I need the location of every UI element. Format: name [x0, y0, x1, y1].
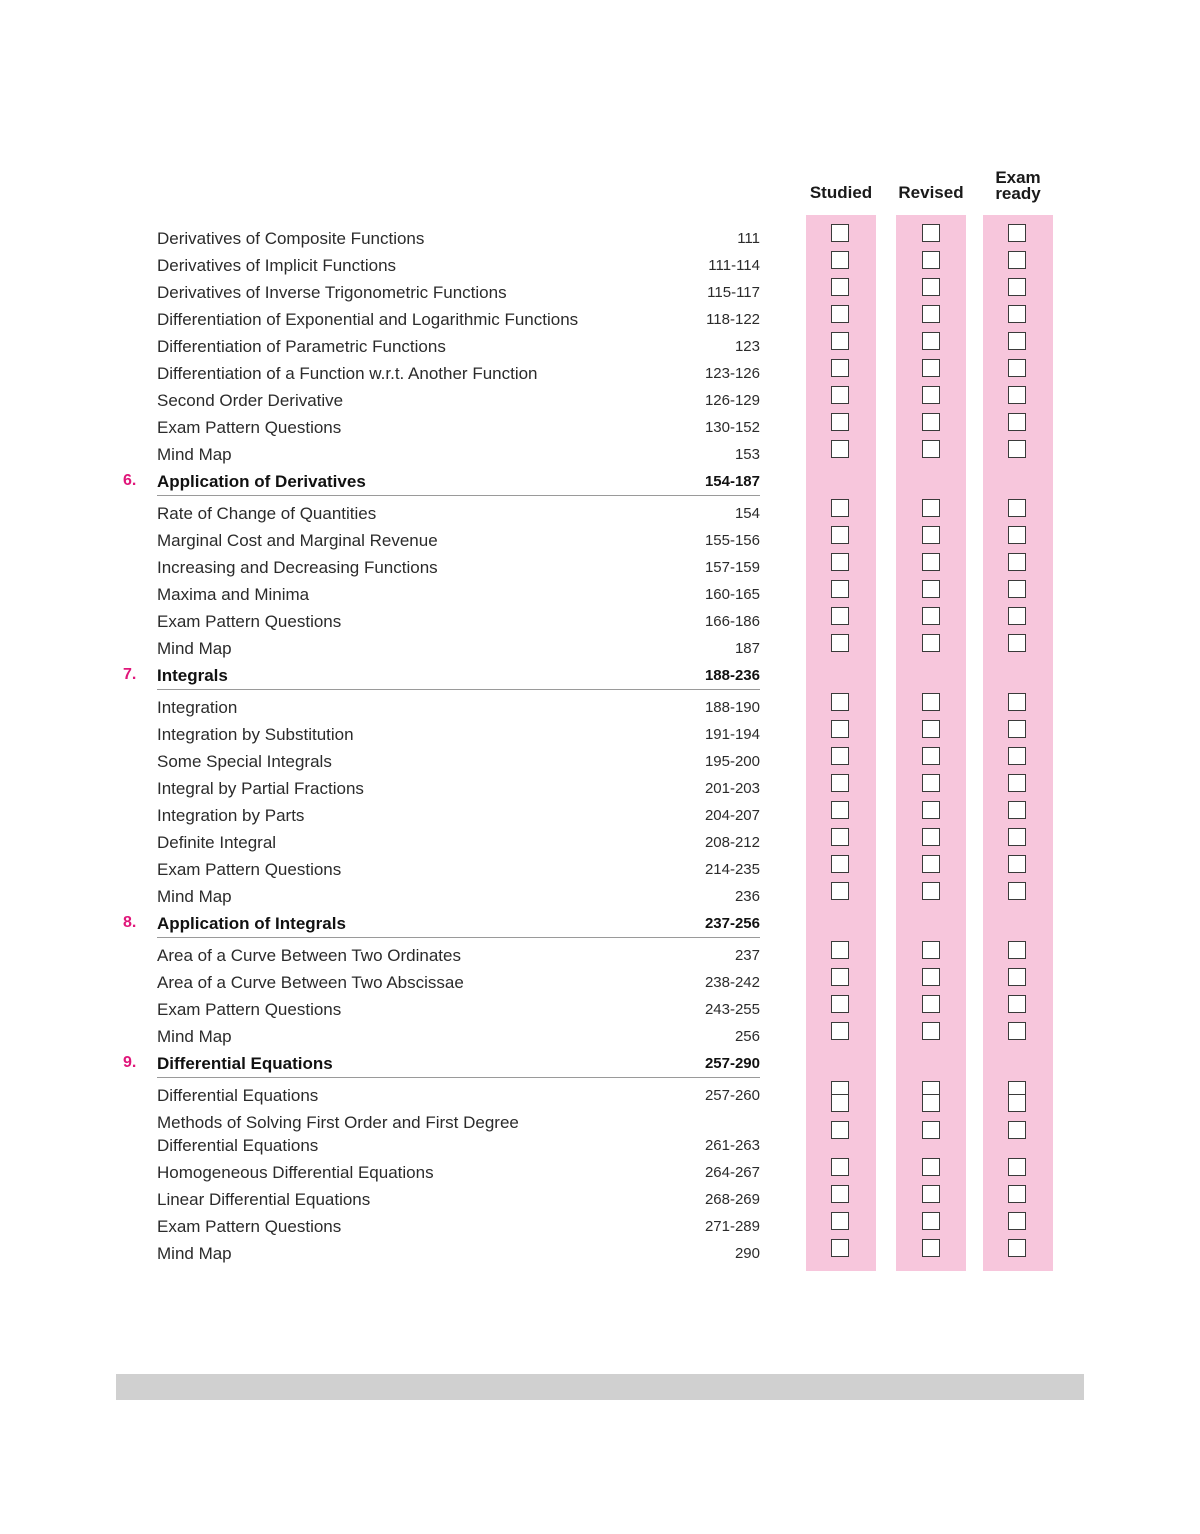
revised-checkbox[interactable] [922, 278, 940, 296]
exam-ready-checkbox[interactable] [1008, 305, 1026, 323]
column-header-revised: Revised [898, 183, 964, 202]
studied-checkbox[interactable] [831, 278, 849, 296]
studied-checkbox[interactable] [831, 359, 849, 377]
exam-ready-checkbox[interactable] [1008, 747, 1026, 765]
studied-checkbox[interactable] [831, 499, 849, 517]
studied-checkbox[interactable] [831, 1121, 849, 1139]
exam-ready-checkbox[interactable] [1008, 828, 1026, 846]
exam-ready-checkbox[interactable] [1008, 995, 1026, 1013]
revised-checkbox[interactable] [922, 224, 940, 242]
topic-pages: 130-152 [704, 419, 760, 436]
topic-pages: 256 [734, 1028, 760, 1045]
topic-title: Area of a Curve Between Two Abscissae [157, 973, 464, 992]
column-header-exam-ready-line1: Exam [995, 168, 1041, 187]
revised-checkbox[interactable] [922, 305, 940, 323]
topic-title: Integration by Substitution [157, 725, 354, 744]
topic-pages: 261-263 [704, 1137, 760, 1154]
revised-checkbox[interactable] [922, 553, 940, 571]
topic-pages: 243-255 [704, 1001, 760, 1018]
topic-title: Methods of Solving First Order and First Degree [157, 1113, 519, 1132]
revised-checkbox[interactable] [922, 607, 940, 625]
exam-ready-checkbox[interactable] [1008, 386, 1026, 404]
topic-title: Integral by Partial Fractions [157, 779, 364, 798]
chapter-title: Application of Derivatives [157, 472, 366, 491]
topic-title: Marginal Cost and Marginal Revenue [157, 531, 438, 550]
revised-checkbox[interactable] [922, 1239, 940, 1257]
revised-checkbox[interactable] [922, 882, 940, 900]
revised-checkbox[interactable] [922, 634, 940, 652]
revised-checkbox[interactable] [922, 359, 940, 377]
revised-checkbox[interactable] [922, 720, 940, 738]
studied-checkbox[interactable] [831, 855, 849, 873]
exam-ready-checkbox[interactable] [1008, 968, 1026, 986]
topic-pages: 208-212 [704, 834, 760, 851]
studied-checkbox[interactable] [831, 828, 849, 846]
exam-ready-checkbox[interactable] [1008, 526, 1026, 544]
topic-title: Integration [157, 698, 238, 717]
topic-title: Exam Pattern Questions [157, 418, 342, 437]
revised-checkbox[interactable] [922, 526, 940, 544]
topic-title: Exam Pattern Questions [157, 1000, 342, 1019]
studied-checkbox[interactable] [831, 747, 849, 765]
topic-pages: 123-126 [704, 365, 760, 382]
topic-title: Mind Map [157, 1244, 232, 1263]
exam-ready-checkbox[interactable] [1008, 1094, 1026, 1112]
studied-checkbox[interactable] [831, 634, 849, 652]
topic-pages: 236 [734, 888, 760, 905]
exam-ready-checkbox[interactable] [1008, 278, 1026, 296]
exam-ready-checkbox[interactable] [1008, 801, 1026, 819]
exam-ready-checkbox[interactable] [1008, 1212, 1026, 1230]
topic-pages: 155-156 [704, 532, 760, 549]
chapter-divider [157, 1077, 760, 1078]
topic-title: Differentiation of Exponential and Logarithmic Functions [157, 310, 579, 329]
exam-ready-checkbox[interactable] [1008, 440, 1026, 458]
exam-ready-checkbox[interactable] [1008, 693, 1026, 711]
topic-title: Mind Map [157, 639, 232, 658]
studied-checkbox[interactable] [831, 693, 849, 711]
revised-checkbox[interactable] [922, 251, 940, 269]
studied-checkbox[interactable] [831, 1239, 849, 1257]
exam-ready-checkbox[interactable] [1008, 413, 1026, 431]
studied-checkbox[interactable] [831, 720, 849, 738]
topic-title: Derivatives of Composite Functions [157, 229, 425, 248]
revised-checkbox[interactable] [922, 747, 940, 765]
topic-pages: 191-194 [704, 726, 760, 743]
studied-checkbox[interactable] [831, 386, 849, 404]
studied-checkbox[interactable] [831, 440, 849, 458]
revised-checkbox[interactable] [922, 499, 940, 517]
chapter-title: Application of Integrals [157, 914, 346, 933]
topic-pages: 126-129 [704, 392, 760, 409]
chapter-number: 7. [123, 666, 137, 683]
studied-checkbox[interactable] [831, 305, 849, 323]
exam-ready-checkbox[interactable] [1008, 1239, 1026, 1257]
studied-checkbox[interactable] [831, 553, 849, 571]
studied-checkbox[interactable] [831, 1212, 849, 1230]
column-header-exam-ready-line2: ready [995, 184, 1041, 203]
revised-checkbox[interactable] [922, 1121, 940, 1139]
chapter-divider [157, 689, 760, 690]
exam-ready-checkbox[interactable] [1008, 359, 1026, 377]
revised-checkbox[interactable] [922, 968, 940, 986]
topic-title: Derivatives of Implicit Functions [157, 256, 397, 275]
topic-pages: 195-200 [704, 753, 760, 770]
topic-pages: 157-159 [704, 559, 760, 576]
topic-title: Rate of Change of Quantities [157, 504, 377, 523]
chapter-pages: 237-256 [704, 915, 760, 932]
revised-checkbox[interactable] [922, 1212, 940, 1230]
exam-ready-checkbox[interactable] [1008, 882, 1026, 900]
topic-title: Differentiation of Parametric Functions [157, 337, 446, 356]
exam-ready-checkbox[interactable] [1008, 1121, 1026, 1139]
exam-ready-checkbox[interactable] [1008, 607, 1026, 625]
revised-checkbox[interactable] [922, 828, 940, 846]
revised-checkbox[interactable] [922, 855, 940, 873]
topic-pages: 214-235 [704, 861, 760, 878]
chapter-divider [157, 495, 760, 496]
topic-title: Exam Pattern Questions [157, 1217, 342, 1236]
exam-ready-checkbox[interactable] [1008, 1022, 1026, 1040]
revised-checkbox[interactable] [922, 774, 940, 792]
chapter-pages: 188-236 [704, 667, 760, 684]
topic-pages: 290 [734, 1245, 760, 1262]
topic-pages: 153 [734, 446, 760, 463]
revised-checkbox[interactable] [922, 440, 940, 458]
topic-pages: 268-269 [704, 1191, 760, 1208]
revised-checkbox[interactable] [922, 995, 940, 1013]
exam-ready-checkbox[interactable] [1008, 1185, 1026, 1203]
exam-ready-checkbox[interactable] [1008, 499, 1026, 517]
topic-pages: 111 [737, 230, 760, 247]
studied-checkbox[interactable] [831, 995, 849, 1013]
topic-pages: 111-114 [708, 257, 760, 274]
revised-checkbox[interactable] [922, 580, 940, 598]
revised-checkbox[interactable] [922, 941, 940, 959]
topic-title: Maxima and Minima [157, 585, 310, 604]
studied-checkbox[interactable] [831, 941, 849, 959]
topic-title: Mind Map [157, 887, 232, 906]
studied-checkbox[interactable] [831, 1158, 849, 1176]
topic-pages: 123 [734, 338, 760, 355]
studied-checkbox[interactable] [831, 1022, 849, 1040]
studied-checkbox[interactable] [831, 774, 849, 792]
topic-title: Exam Pattern Questions [157, 612, 342, 631]
topic-title: Second Order Derivative [157, 391, 344, 410]
chapter-pages: 257-290 [704, 1055, 760, 1072]
studied-checkbox[interactable] [831, 332, 849, 350]
studied-checkbox[interactable] [831, 580, 849, 598]
topic-pages: 264-267 [704, 1164, 760, 1181]
column-header-exam-ready [983, 170, 1053, 202]
exam-ready-checkbox[interactable] [1008, 251, 1026, 269]
studied-checkbox[interactable] [831, 801, 849, 819]
topic-pages: 160-165 [704, 586, 760, 603]
exam-ready-checkbox[interactable] [1008, 941, 1026, 959]
studied-checkbox[interactable] [831, 251, 849, 269]
exam-ready-checkbox[interactable] [1008, 855, 1026, 873]
exam-ready-checkbox[interactable] [1008, 634, 1026, 652]
revised-checkbox[interactable] [922, 693, 940, 711]
topic-title: Linear Differential Equations [157, 1190, 371, 1209]
revised-checkbox[interactable] [922, 1022, 940, 1040]
topic-pages: 237 [734, 947, 760, 964]
topic-title: Mind Map [157, 445, 232, 464]
topic-title: Definite Integral [157, 833, 277, 852]
studied-checkbox[interactable] [831, 607, 849, 625]
studied-checkbox[interactable] [831, 1094, 849, 1112]
chapter-divider [157, 937, 760, 938]
topic-title-line2: Differential Equations [157, 1136, 319, 1155]
chapter-title: Integrals [157, 666, 228, 685]
topic-pages: 115-117 [707, 284, 760, 301]
revised-checkbox[interactable] [922, 413, 940, 431]
exam-ready-checkbox[interactable] [1008, 553, 1026, 571]
topic-pages: 188-190 [704, 699, 760, 716]
topic-title: Mind Map [157, 1027, 232, 1046]
topic-title: Homogeneous Differential Equations [157, 1163, 434, 1182]
topic-title: Increasing and Decreasing Functions [157, 558, 438, 577]
exam-ready-checkbox[interactable] [1008, 1158, 1026, 1176]
topic-title: Differential Equations [157, 1086, 319, 1105]
revised-checkbox[interactable] [922, 1158, 940, 1176]
chapter-pages: 154-187 [704, 473, 760, 490]
studied-checkbox[interactable] [831, 413, 849, 431]
topic-title: Area of a Curve Between Two Ordinates [157, 946, 461, 965]
topic-pages: 204-207 [704, 807, 760, 824]
topic-pages: 118-122 [706, 311, 760, 328]
chapter-title: Differential Equations [157, 1054, 333, 1073]
chapter-number: 8. [123, 914, 137, 931]
topic-title: Integration by Parts [157, 806, 305, 825]
topic-pages: 166-186 [704, 613, 760, 630]
revised-checkbox[interactable] [922, 332, 940, 350]
exam-ready-checkbox[interactable] [1008, 720, 1026, 738]
chapter-number: 6. [123, 472, 137, 489]
studied-checkbox[interactable] [831, 882, 849, 900]
revised-checkbox[interactable] [922, 1185, 940, 1203]
topic-title: Exam Pattern Questions [157, 860, 342, 879]
studied-checkbox[interactable] [831, 1185, 849, 1203]
column-header-studied: Studied [809, 183, 873, 202]
exam-ready-checkbox[interactable] [1008, 224, 1026, 242]
topic-title: Derivatives of Inverse Trigonometric Functions [157, 283, 507, 302]
studied-checkbox[interactable] [831, 968, 849, 986]
topic-pages: 187 [734, 640, 760, 657]
topic-title: Some Special Integrals [157, 752, 332, 771]
revised-checkbox[interactable] [922, 801, 940, 819]
topic-pages: 201-203 [704, 780, 760, 797]
revised-checkbox[interactable] [922, 386, 940, 404]
exam-ready-checkbox[interactable] [1008, 332, 1026, 350]
topic-pages: 271-289 [704, 1218, 760, 1235]
topic-title: Differentiation of a Function w.r.t. Another Function [157, 364, 538, 383]
revised-checkbox[interactable] [922, 1094, 940, 1112]
chapter-number: 9. [123, 1054, 137, 1071]
studied-checkbox[interactable] [831, 224, 849, 242]
topic-pages: 154 [734, 505, 760, 522]
studied-checkbox[interactable] [831, 526, 849, 544]
exam-ready-checkbox[interactable] [1008, 774, 1026, 792]
topic-pages: 257-260 [704, 1087, 760, 1104]
exam-ready-checkbox[interactable] [1008, 580, 1026, 598]
topic-pages: 238-242 [704, 974, 760, 991]
footer-bar [116, 1374, 1084, 1400]
